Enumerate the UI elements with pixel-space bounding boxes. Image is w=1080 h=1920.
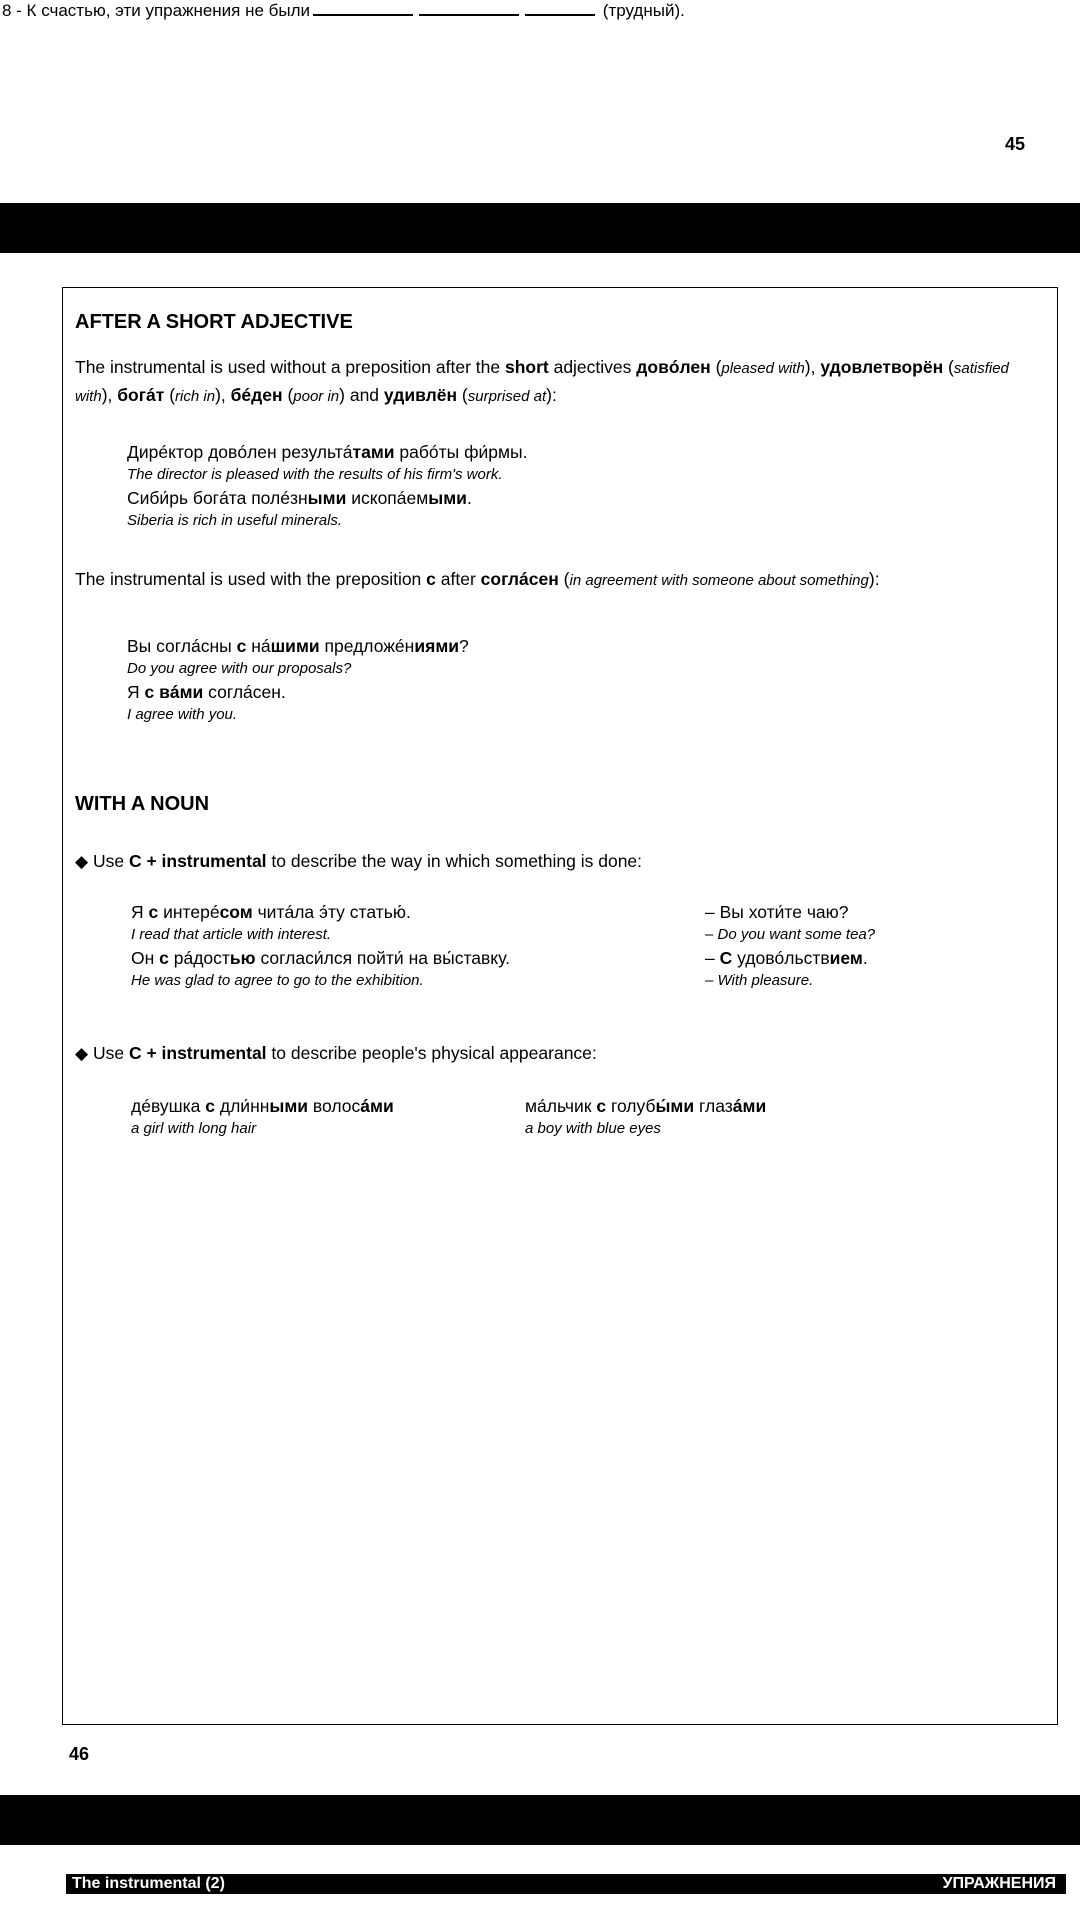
section1-examples-2 bbox=[127, 634, 469, 726]
section1-intro2: The instrumental is used with the preposition с after соглáсен (in agreement with someone about something): bbox=[75, 569, 880, 589]
bullet-manner: ◆ Use С + instrumental to describe the way in which something is done: bbox=[75, 851, 643, 871]
adjective: богáт bbox=[117, 385, 165, 405]
example-russian: дéвушка с дли́нными волосáми bbox=[131, 1096, 394, 1116]
example-russian: Вы соглáсны с нáшими предложéниями? bbox=[127, 636, 469, 656]
example-english: a girl with long hair bbox=[131, 1120, 257, 1137]
dialogue-english: – With pleasure. bbox=[705, 972, 814, 989]
example-english: The director is pleased with the results of his firm's work. bbox=[127, 466, 503, 483]
adjective: удивлён bbox=[383, 385, 458, 405]
adjective: довóлен bbox=[636, 357, 711, 377]
appearance-example-1 bbox=[131, 1094, 394, 1140]
section1-intro: The instrumental is used without a preposition after the short adjectives довóлен (pleased with), удовлетворён (satisfied with), богáт (rich in), бéден (poor in) and удивлён (surprised at): bbox=[75, 357, 1009, 405]
example-english: Do you agree with our proposals? bbox=[127, 660, 352, 677]
example-russian: Я с вáми соглáсен. bbox=[127, 682, 286, 702]
example-russian: Я с интерéсом читáла э́ту статью́. bbox=[131, 902, 411, 922]
example-english: He was glad to agree to go to the exhibition. bbox=[131, 972, 424, 989]
gloss: rich in bbox=[175, 388, 216, 405]
gloss: satisfied with bbox=[75, 360, 1009, 405]
prev-page-number: 45 bbox=[1005, 134, 1026, 154]
answer-blank-2 bbox=[419, 14, 519, 16]
bullet-appearance: ◆ Use С + instrumental to describe people's physical appearance: bbox=[75, 1043, 597, 1063]
example-english: Siberia is rich in useful minerals. bbox=[127, 512, 343, 529]
gloss: poor in bbox=[293, 388, 340, 405]
adjective: бéден bbox=[230, 385, 283, 405]
answer-blank-3 bbox=[525, 14, 595, 16]
section-title-short-adjective: AFTER A SHORT ADJECTIVE bbox=[75, 311, 353, 333]
diamond-bullet-icon: ◆ bbox=[75, 852, 89, 871]
manner-examples-left bbox=[131, 900, 510, 992]
running-footer bbox=[66, 1874, 1066, 1894]
exercise-8 bbox=[2, 0, 685, 24]
intro-text: adjectives bbox=[548, 357, 637, 377]
page-divider-bottom bbox=[0, 1795, 1080, 1845]
manner-examples-right bbox=[705, 900, 875, 992]
adjective: удовлетворён bbox=[820, 357, 944, 377]
example-russian: Он с рáдостью согласи́лся пойти́ на вы́ставку. bbox=[131, 948, 511, 968]
page-divider-top bbox=[0, 203, 1080, 253]
example-russian: Сиби́рь богáта полéзными ископáемыми. bbox=[127, 488, 472, 508]
intro-bold: short bbox=[504, 357, 549, 377]
dialogue-english: – Do you want some tea? bbox=[705, 926, 876, 943]
appearance-example-2 bbox=[525, 1094, 766, 1140]
example-russian: мáльчик с голубы́ми глазáми bbox=[525, 1096, 767, 1116]
section-label: УПРАЖНЕНИЯ bbox=[942, 1875, 1056, 1892]
answer-blank-1 bbox=[313, 14, 413, 16]
example-russian: Дирéктор довóлен результáтами рабóты фи́рмы. bbox=[127, 442, 528, 462]
section-title-with-noun: WITH A NOUN bbox=[75, 793, 210, 815]
gloss: surprised at bbox=[467, 388, 547, 405]
chapter-title: The instrumental (2) bbox=[72, 1875, 225, 1892]
exercise-8-prefix: 8 - К счастью, эти упражнения не были bbox=[2, 1, 311, 20]
example-english: a boy with blue eyes bbox=[525, 1120, 661, 1137]
exercise-8-suffix: (трудный). bbox=[602, 1, 685, 20]
example-english: I agree with you. bbox=[127, 706, 238, 723]
dialogue-line: – Вы хоти́те чаю? bbox=[705, 902, 849, 922]
example-english: I read that article with interest. bbox=[131, 926, 332, 943]
diamond-bullet-icon: ◆ bbox=[75, 1044, 89, 1063]
dialogue-line: – С удовóльствием. bbox=[705, 948, 868, 968]
section1-examples bbox=[127, 440, 527, 532]
intro-text: and bbox=[344, 385, 384, 405]
page-number: 46 bbox=[69, 1744, 90, 1764]
content-box bbox=[62, 287, 1058, 1725]
intro-text: The instrumental is used without a preposition after the bbox=[75, 357, 505, 377]
gloss: pleased with bbox=[721, 360, 805, 377]
